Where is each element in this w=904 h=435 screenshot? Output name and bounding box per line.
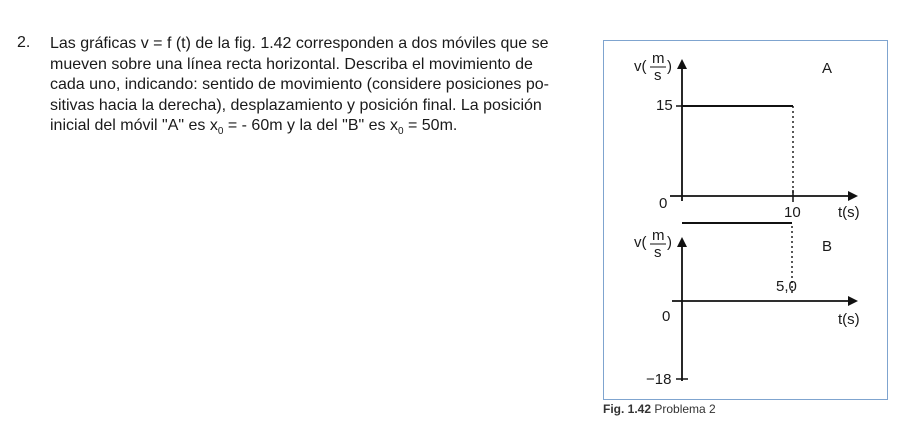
statement-line-5-c: = 50m. xyxy=(403,117,458,134)
subscript-zero-b: 0 xyxy=(397,126,404,138)
graph-b-ylabel-num: m xyxy=(652,227,665,244)
graph-a-label: A xyxy=(822,60,833,77)
figure-graphs xyxy=(604,41,889,401)
graph-b xyxy=(634,223,860,388)
graph-b-ylabel-suffix: ) xyxy=(667,234,672,251)
graph-b-ytick-0: 0 xyxy=(662,308,671,325)
graph-a-xtick-10: 10 xyxy=(784,204,801,221)
figure-caption-text: Problema 2 xyxy=(651,402,716,416)
statement-line-1: Las gráficas v = f (t) de la fig. 1.42 corresponden a dos móviles que se xyxy=(50,35,549,52)
graph-a-ytick-0: 0 xyxy=(659,195,668,212)
figure-frame xyxy=(603,40,888,400)
graph-a-ylabel-prefix: v( xyxy=(634,58,647,75)
graph-b-xtick-5: 5,0 xyxy=(776,278,797,295)
statement-line-5-a: inicial del móvil "A" es x xyxy=(50,117,218,134)
graph-a-ylabel-den: s xyxy=(654,67,662,84)
graph-a xyxy=(634,50,860,221)
statement-line-2: mueven sobre una línea recta horizontal. Describa el movimiento de xyxy=(50,55,533,73)
graph-b-ylabel-prefix: v( xyxy=(634,234,647,251)
statement-line-5 xyxy=(50,116,585,143)
statement-line-3: cada uno, indicando: sentido de movimiento (considere posiciones po- xyxy=(50,76,549,93)
graph-b-ytick-minus18: −18 xyxy=(646,371,672,388)
problem-number: 2. xyxy=(17,34,31,51)
statement-line-5-b: = - 60m y la del "B" es x xyxy=(223,117,398,134)
graph-b-xlabel: t(s) xyxy=(838,311,860,328)
figure-caption-number: Fig. 1.42 xyxy=(603,402,652,416)
graph-a-ylabel-suffix: ) xyxy=(667,58,672,75)
graph-b-label: B xyxy=(822,238,833,255)
figure-caption xyxy=(603,402,716,416)
problem-statement xyxy=(50,34,585,143)
graph-a-ylabel-num: m xyxy=(652,50,665,67)
graph-a-xlabel: t(s) xyxy=(838,204,860,221)
graph-b-ylabel-den: s xyxy=(654,244,662,261)
subscript-zero-a: 0 xyxy=(217,126,224,138)
graph-a-ytick-15: 15 xyxy=(656,97,673,114)
statement-line-4: sitivas hacia la derecha), desplazamiento y posición final. La posición xyxy=(50,96,542,114)
